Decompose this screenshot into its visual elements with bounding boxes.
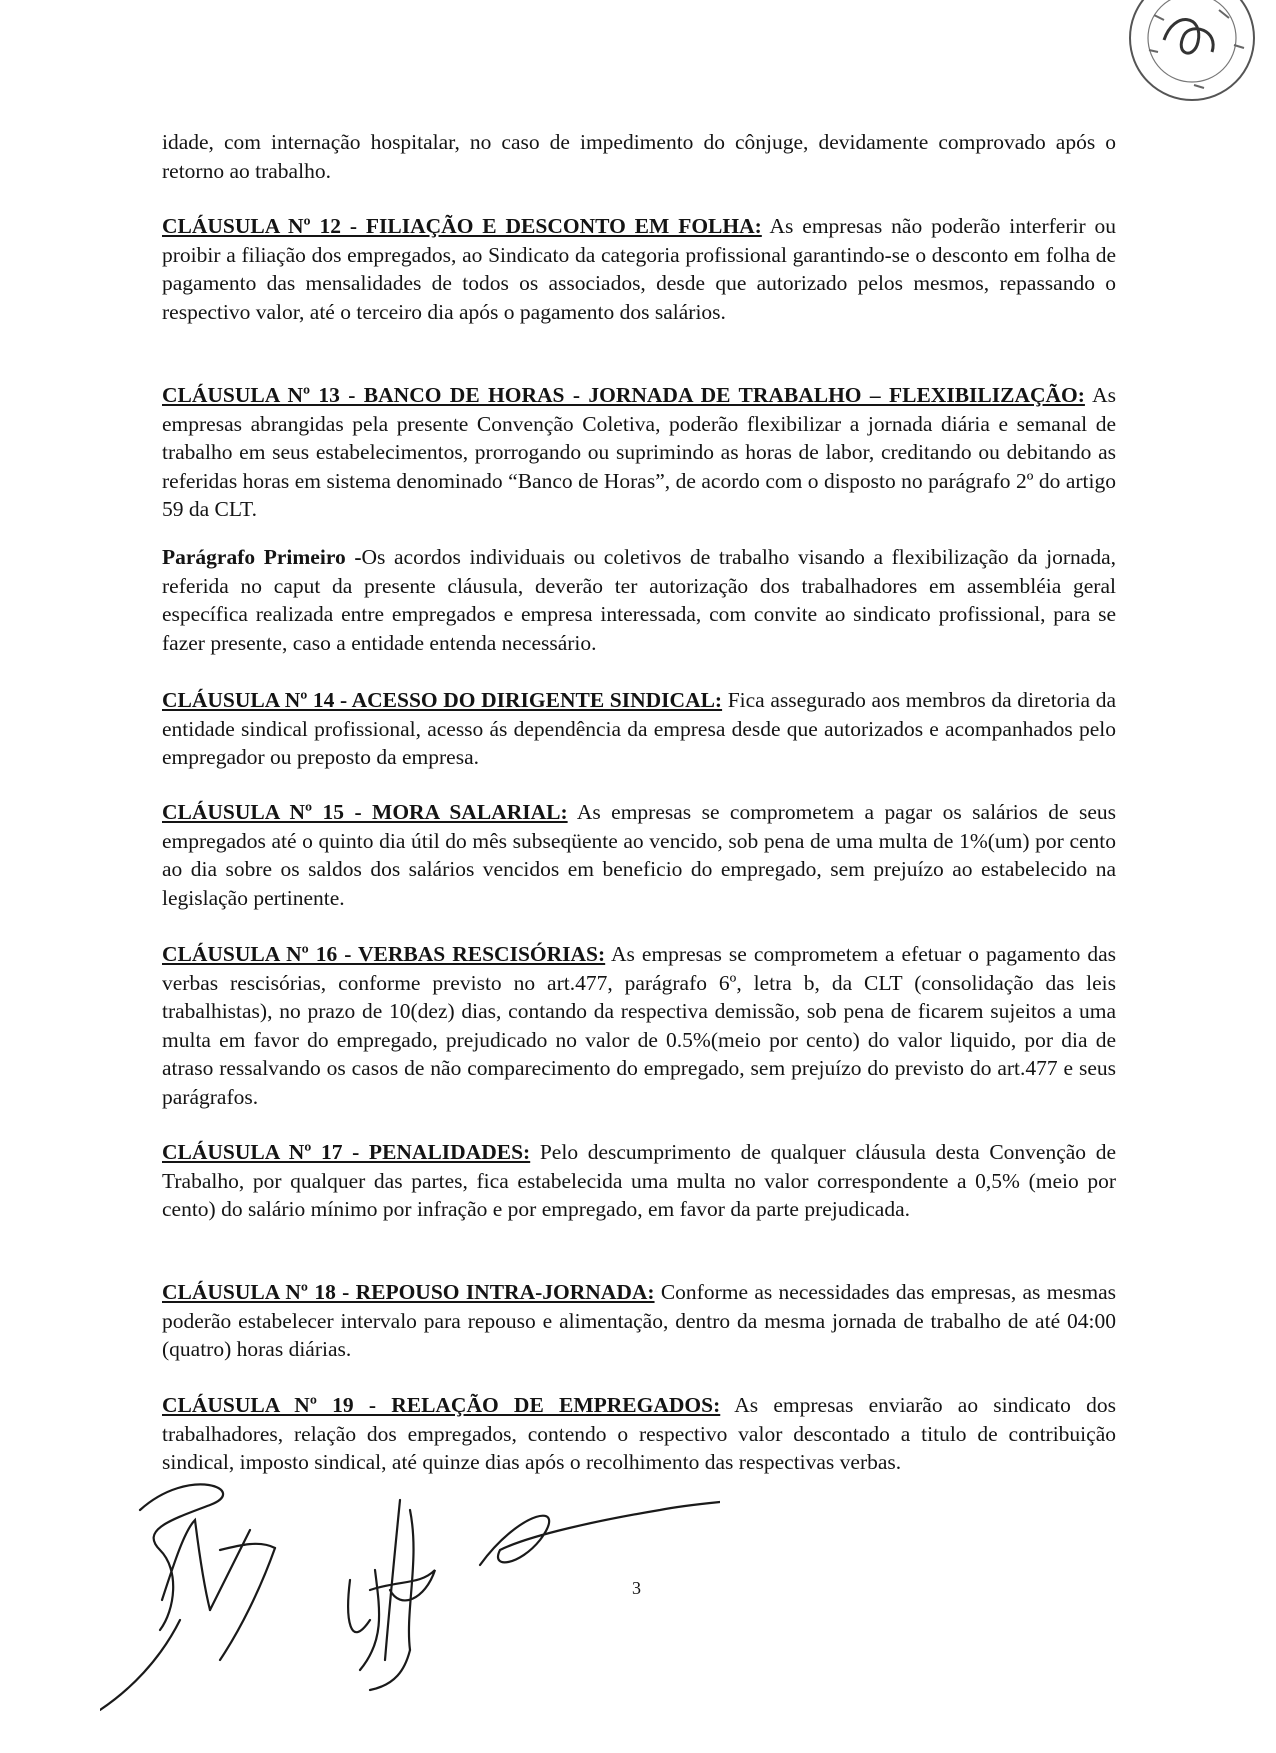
clause-13-heading: CLÁUSULA Nº 13 - BANCO DE HORAS - JORNADA DE TRABALHO – FLEXIBILIZAÇÃO: [162,383,1085,407]
clause-14-body: Fica assegurado aos membros da diretoria da entidade sindical profissional, acesso ás dependência da empresa desde que autorizados e acompanhados pelo empregador ou preposto da empresa. [162,688,1116,769]
clause-17-body: Pelo descumprimento de qualquer cláusula desta Convenção de Trabalho, por qualquer das partes, fica estabelecida uma multa no valor correspondente a 0,5% (meio por cento) do salário mínimo por infração e por empregado, em favor da parte prejudicada. [162,1140,1116,1221]
clause-14 [162,686,1116,772]
clause-18-body: Conforme as necessidades das empresas, as mesmas poderão estabelecer intervalo para repouso e alimentação, dentro da mesma jornada de trabalho de até 04:00 (quatro) horas diárias. [162,1280,1116,1361]
intro-text: idade, com internação hospitalar, no caso de impedimento do cônjuge, devidamente comprovado após o retorno ao trabalho. [162,130,1116,183]
clause-15-heading: CLÁUSULA Nº 15 - MORA SALARIAL: [162,800,568,824]
clause-12-heading: CLÁUSULA Nº 12 - FILIAÇÃO E DESCONTO EM FOLHA: [162,214,762,238]
clause-16-heading: CLÁUSULA Nº 16 - VERBAS RESCISÓRIAS: [162,942,606,966]
clause-16-body: As empresas se comprometem a efetuar o pagamento das verbas rescisórias, conforme previsto no art.477, parágrafo 6º, letra b, da CLT (consolidação das leis trabalhistas), no prazo de 10(dez) dias, contando da respectiva demissão, sob pena de ficarem sujeitos a uma multa em favor do empregado, prejudicado no valor de 0.5%(meio por cento) do valor liquido, por dia de atraso ressalvando os casos de não comparecimento do empregado, sem prejuízo do previsto do art.477 e seus parágrafos. [162,942,1116,1109]
clause-18-heading: CLÁUSULA Nº 18 - REPOUSO INTRA-JORNADA: [162,1280,655,1304]
intro-paragraph [162,128,1116,185]
clause-17 [162,1138,1116,1224]
clause-19-heading: CLÁUSULA Nº 19 - RELAÇÃO DE EMPREGADOS: [162,1393,721,1417]
clause-12 [162,212,1116,326]
signature-2 [348,1570,379,1670]
ministry-seal-stamp [1094,0,1276,102]
clause-16 [162,940,1116,1111]
clause-13-body: As empresas abrangidas pela presente Convenção Coletiva, poderão flexibilizar a jornada diária e semanal de trabalho em seus estabelecimentos, prorrogando ou suprimindo as horas de labor, creditando ou debitando as referidas horas em sistema denominado “Banco de Horas”, de acordo com o disposto no parágrafo 2º do artigo 59 da CLT. [162,383,1116,521]
clause-13 [162,381,1116,524]
clause-15-body: As empresas se comprometem a pagar os salários de seus empregados até o quinto dia útil do mês subseqüente ao vencido, sob pena de uma multa de 1%(um) por cento ao dia sobre os saldos dos salários vencidos em beneficio do empregado, sem prejuízo ao estabelecido na legislação pertinente. [162,800,1116,910]
clause-15 [162,798,1116,912]
page-number: 3 [632,1578,641,1598]
paragraph-one-label: Parágrafo Primeiro - [162,545,362,569]
paragraph-one-body: Os acordos individuais ou coletivos de trabalho visando a flexibilização da jornada, referida no caput da presente cláusula, deverão ter autorização dos trabalhadores em assembléia geral específica realizada entre empregados e empresa interessada, com convite ao sindicato profissional, para se fazer presente, caso a entidade entenda necessário. [162,545,1116,655]
clause-19-body: As empresas enviarão ao sindicato dos trabalhadores, relação dos empregados, contendo o respectivo valor descontado a titulo de contribuição sindical, imposto sindical, até quinze dias após o recolhimento das respectivas verbas. [162,1393,1116,1474]
clause-14-heading: CLÁUSULA Nº 14 - ACESSO DO DIRIGENTE SINDICAL: [162,688,723,712]
signature-3 [480,1502,720,1565]
clause-17-heading: CLÁUSULA Nº 17 - PENALIDADES: [162,1140,531,1164]
clause-13-paragraph-one [162,543,1116,657]
clause-18 [162,1278,1116,1364]
handwritten-signatures [100,1470,720,1720]
clause-19 [162,1391,1116,1477]
clause-12-body: As empresas não poderão interferir ou proibir a filiação dos empregados, ao Sindicato da categoria profissional garantindo-se o desconto em folha de pagamento das mensalidades de todos os associados, desde que autorizado pelos mesmos, repassando o respectivo valor, até o terceiro dia após o pagamento dos salários. [162,214,1117,324]
